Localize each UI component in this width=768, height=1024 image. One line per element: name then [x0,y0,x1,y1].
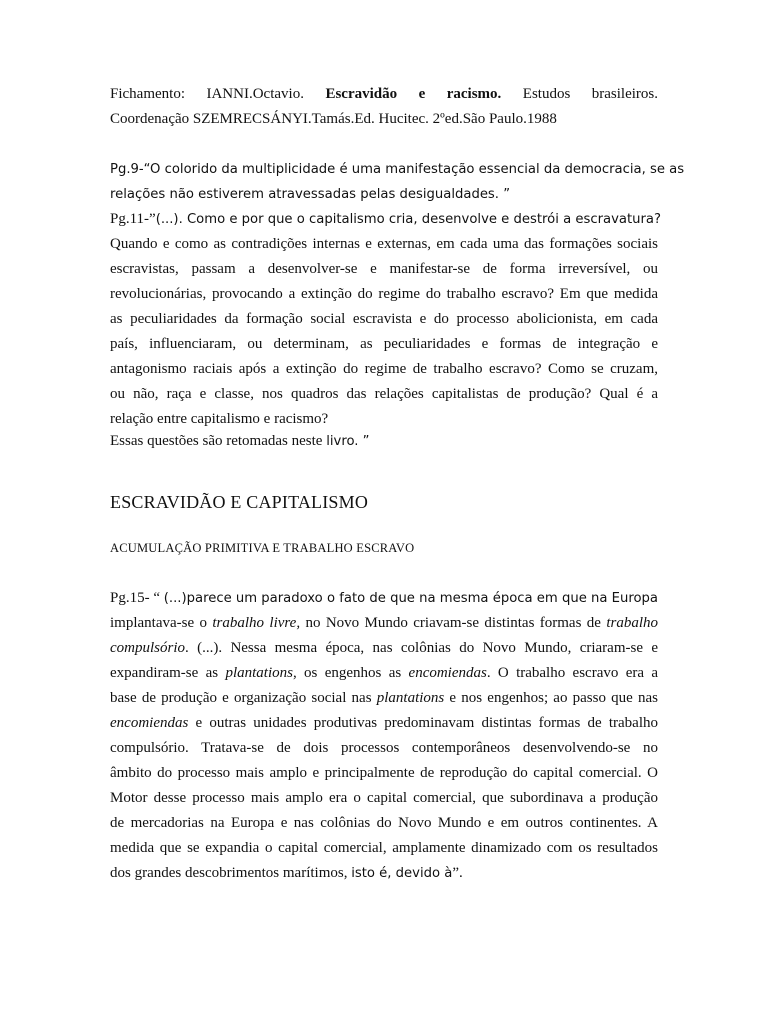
emphasis: encomiendas [408,665,487,681]
quote-text: e nos engenhos; ao passo que nas [444,690,658,706]
quote-pg11-line-7: antagonismo raciais após a extinção do regime de trabalho escravo? Como se cruzam, [110,361,658,377]
bibliographic-header [110,82,658,132]
emphasis: plantations [376,690,445,706]
quote-pg15-line-7: compulsório. Tratava-se de dois processos contemporâneos desenvolvendo-se no [110,740,658,756]
page-ref: Pg.15- “ [110,590,164,606]
quote-pg9 [110,157,685,207]
quote-text: dos grandes descobrimentos marítimos, [110,865,352,881]
quote-text: . (...). Nessa mesma época, nas colônias do Novo Mundo, criaram-se e [185,640,658,656]
quote-text: e outras unidades produtivas predominavam distintas formas de trabalho [188,715,658,731]
quote-pg15-line-10: de mercadorias na Europa e nas colônias do Novo Mundo e em outros continentes. A [110,815,658,831]
quote-pg11-line-9: relação entre capitalismo e racismo? [110,411,329,427]
emphasis: encomiendas [110,715,189,731]
quote-pg15-line-6 [110,711,658,736]
quote-pg15-line-9: Motor desse processo mais amplo era o capital comercial, que subordinava a produção [110,790,658,806]
quote-text: no Novo Mundo criavam-se distintas formas de [300,615,607,631]
quote-text: base de produção e organização social nas [110,690,377,706]
series-name: Estudos brasileiros. [522,86,659,102]
emphasis: trabalho [606,615,659,631]
quote-pg9-line-1: Pg.9-“O colorido da multiplicidade é uma manifestação essencial da democracia, se as [110,162,685,177]
quote-pg15-line-1 [110,586,658,611]
quote-pg11-line-3: escravistas, passam a desenvolver-se e manifestar-se de forma irreversível, ou [110,261,658,277]
quote-pg15-line-8: âmbito do processo mais amplo e principalmente de reprodução do capital comercial. O [110,765,658,781]
quote-pg15-line-2 [110,611,658,636]
quote-text: isto é, devido à [351,866,453,881]
emphasis: plantations [225,665,293,681]
quote-pg11-line-2: Quando e como as contradições internas e externas, em cada uma das formações sociais [110,236,658,252]
quote-pg11-line-1 [110,207,662,232]
quote-pg11 [110,207,662,451]
subsection-heading: ACUMULAÇÃO PRIMITIVA E TRABALHO ESCRAVO [110,541,415,555]
quote-text: implantava-se o [110,615,213,631]
quote-text: (...). Como e por que o capitalismo cria, desenvolve e destrói a escravatura? [155,212,662,227]
quote-pg15 [110,586,658,886]
quote-text: (...)parece um paradoxo o fato de que na mesma época em que na Europa [163,591,658,606]
header-author: Fichamento: IANNI.Octavio. [110,86,304,102]
quote-pg11-line-5: as peculiaridades da formação social escravista e do processo abolicionista, em cada [110,311,658,327]
emphasis: trabalho livre, [212,615,301,631]
quote-pg11-line-10 [110,432,658,451]
quote-pg11-line-6: país, influenciaram, ou determinam, as peculiaridades e formas de integração e [110,336,658,352]
header-line-2: Coordenação SZEMRECSÁNYI.Tamás.Ed. Hucitec. 2ºed.São Paulo.1988 [110,111,557,127]
quote-pg11-line-8: ou não, raça e classe, nos quadros das relações capitalistas de produção? Qual é a [110,386,658,402]
emphasis: compulsório [110,640,185,656]
quote-pg15-line-4 [110,661,658,686]
quote-pg15-line-5 [110,686,658,711]
book-title: Escravidão e racismo. [325,86,502,102]
quote-pg9-line-2: relações não estiverem atravessadas pelas desigualdades. ” [110,187,511,202]
quote-pg11-line-4: revolucionárias, provocando a extinção do regime do trabalho escravo? Em que medida [110,286,658,302]
page-ref: Pg.11-” [110,211,156,227]
quote-text: Essas questões são retomadas neste [110,433,327,449]
quote-pg15-line-12 [110,861,658,886]
header-line-1 [110,82,658,107]
quote-text: livro. ” [326,434,370,449]
quote-text: expandiram-se as [110,665,226,681]
quote-text: , os engenhos as [292,665,409,681]
section-heading: ESCRAVIDÃO E CAPITALISMO [110,492,369,512]
quote-text: . O trabalho escravo era a [486,665,658,681]
quote-pg15-line-11: medida que se expandia o capital comercial, amplamente dinamizado com os resultados [110,840,658,856]
quote-pg15-line-3 [110,636,658,661]
quote-text: ”. [452,865,463,881]
